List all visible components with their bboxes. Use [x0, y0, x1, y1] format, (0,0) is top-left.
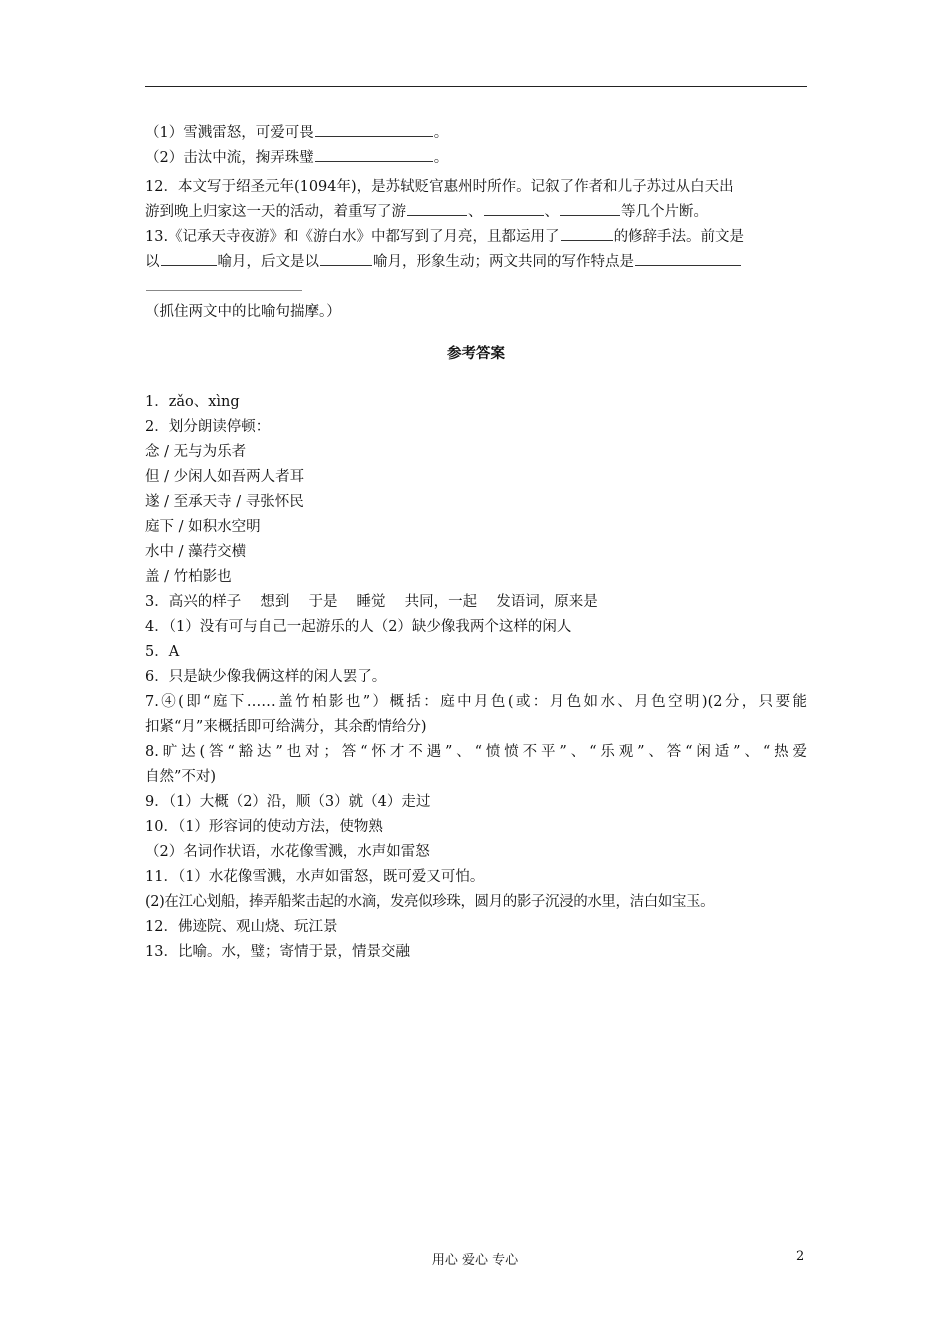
answers-title: 参考答案	[447, 346, 505, 362]
question-13-text-a: 以	[145, 254, 160, 270]
question-13-hint: （抓住两文中的比喻句揣摩。）	[145, 304, 341, 320]
answer-7-line2: 扣紧“月”来概括即可给满分，其余酌情给分)	[145, 719, 427, 735]
question-13-line3	[145, 275, 807, 300]
answer-blank	[407, 201, 467, 216]
answer-line: 9．（1）大概（2）沿，顺（3）就（4）走过	[145, 794, 431, 810]
separator-mark: 、	[468, 204, 483, 220]
answer-line: 5．A	[145, 644, 180, 660]
answer-line: 庭下 / 如积水空明	[145, 519, 261, 535]
answer-blank	[635, 251, 741, 266]
answer-blank	[315, 122, 433, 137]
answer-line: 念 / 无与为乐者	[145, 444, 247, 460]
answer-8-line1: 8.旷达(答“豁达”也对；答“怀才不遇”、“愤愤不平”、“乐观”、答“闲适”、“热爱	[145, 744, 807, 760]
answer-line: 6．只是缺少像我俩这样的闲人罢了。	[145, 669, 387, 685]
period-mark: 。	[433, 125, 449, 141]
question-12-text-end: 等几个片断。	[621, 204, 708, 220]
answer-line: 11．（1）水花像雪溅，水声如雷怒，既可爱又可怕。	[145, 869, 485, 885]
question-13-text-c: 喻月，形象生动；两文共同的写作特点是	[373, 254, 634, 270]
answer-blank	[320, 251, 372, 266]
answer-line: 12．佛迹院、观山烧、玩江景	[145, 919, 338, 935]
answer-line: 遂 / 至承天寺 / 寻张怀民	[145, 494, 304, 510]
header-rule	[145, 86, 807, 87]
answer-line: 1．zǎo、xìng	[145, 394, 240, 410]
question-12-line2	[145, 200, 807, 225]
question-12-line1: 12．本文写于绍圣元年(1094年)，是苏轼贬官惠州时所作。记叙了作者和儿子苏过从白天出	[145, 179, 734, 195]
period-mark: 。	[433, 150, 449, 166]
page-content	[145, 121, 807, 965]
answer-line: 3．高兴的样子 想到 于是 睡觉 共同，一起 发语词，原来是	[145, 594, 598, 610]
answer-7-line1: 7.④(即“庭下……盖竹柏影也”）概括：庭中月色(或：月色如水、月色空明)(2分，只要能	[145, 694, 807, 710]
answer-line: （2）名词作状语，水花像雪溅，水声如雷怒	[145, 844, 430, 860]
answer-blank	[560, 201, 620, 216]
question-12-text: 游到晚上归家这一天的活动，着重写了游	[145, 204, 406, 220]
answer-line: 盖 / 竹柏影也	[145, 569, 232, 585]
answer-line: 13．比喻。水，璧；寄情于景，情景交融	[145, 944, 410, 960]
answer-line: 2．划分朗读停顿：	[145, 419, 271, 435]
answer-blank	[161, 251, 217, 266]
question-11-1-text: （1）雪溅雷怒，可爱可畏	[145, 125, 314, 141]
question-13-line1	[145, 225, 807, 250]
answer-line: 4．（1）没有可与自己一起游乐的人（2）缺少像我两个这样的闲人	[145, 619, 572, 635]
separator-mark: 、	[544, 204, 559, 220]
question-13-text-end: 的修辞手法。前文是	[613, 229, 745, 245]
answer-line: 10．（1）形容词的使动方法，使物熟	[145, 819, 383, 835]
question-11-1	[145, 121, 807, 146]
footer-motto: 用心 爱心 专心	[431, 1253, 519, 1268]
answer-line: (2)在江心划船，捧弄船桨击起的水滴，发亮似珍珠，圆月的影子沉浸的水里，洁白如宝玉。	[145, 894, 715, 910]
question-11-2	[145, 146, 807, 171]
answer-blank	[561, 226, 613, 241]
question-11-2-text: （2）击汰中流，掬弄珠璧	[145, 150, 314, 166]
answer-line: 水中 / 藻荇交横	[145, 544, 247, 560]
answer-blank	[146, 276, 302, 291]
answer-line: 但 / 少闲人如吾两人者耳	[145, 469, 305, 485]
answer-blank	[315, 147, 433, 162]
page-number: 2	[796, 1249, 805, 1264]
question-13-text-b: 喻月，后文是以	[217, 254, 319, 270]
answer-8-line2: 自然”不对)	[145, 769, 217, 785]
answer-blank	[484, 201, 544, 216]
question-13-line2	[145, 250, 807, 275]
question-13-text: 13.《记承天寺夜游》和《游白水》中都写到了月亮，且都运用了	[145, 229, 560, 245]
